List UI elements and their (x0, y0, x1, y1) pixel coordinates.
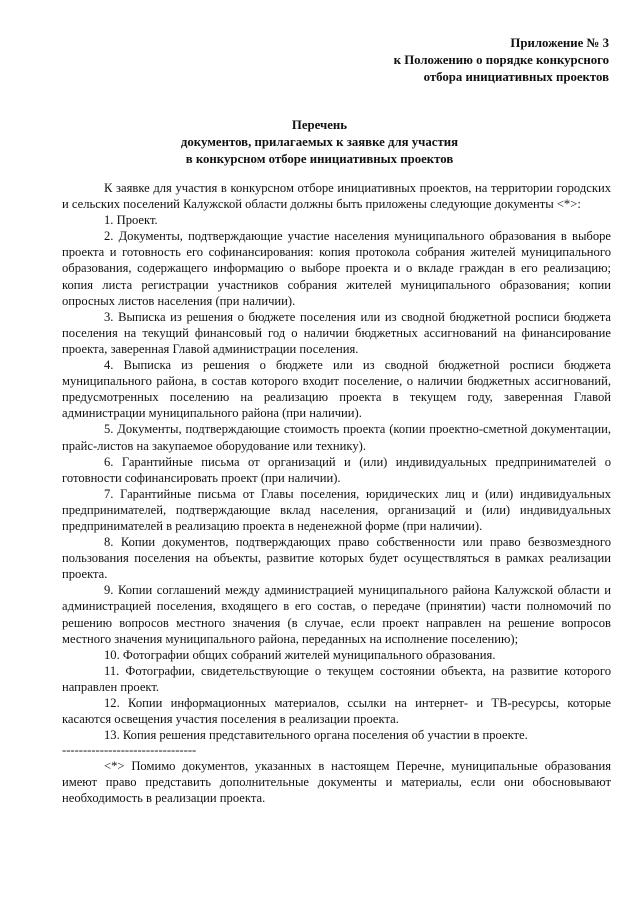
list-item-3: 3. Выписка из решения о бюджете поселения или из сводной бюджетной росписи бюджета поселения на текущий финансовый год о наличии бюджетных ассигнований на финансирование проекта, заверенная Главой администрации поселения. (62, 309, 611, 356)
list-item-2: 2. Документы, подтверждающие участие населения муниципального образования в выборе проекта и готовность его софинансирования: копия протокола собрания жителей муниципального образования, содержащего информацию о выборе проекта и о вкладе граждан в его реализацию; копия листа регистрации участников собрания жителей муниципального образования; копии опросных листов населения (при наличии). (62, 229, 611, 308)
appendix-header (394, 35, 609, 86)
footnote-separator: -------------------------------- (62, 743, 197, 758)
list-item-5: 5. Документы, подтверждающие стоимость проекта (копии проектно-сметной документации, прайс-листов на закупаемое оборудование или технику). (62, 422, 611, 453)
list-item-10: 10. Фотографии общих собраний жителей муниципального образования. (104, 647, 496, 662)
document-body (62, 180, 611, 807)
intro-paragraph: К заявке для участия в конкурсном отборе инициативных проектов, на территории городских и сельских поселений Калужской области должны быть приложены следующие документы <*>: (62, 181, 611, 212)
appendix-line-3: отбора инициативных проектов (423, 70, 609, 84)
list-item-1: 1. Проект. (104, 213, 158, 228)
title-line-3: в конкурсном отборе инициативных проектов (185, 152, 454, 166)
list-item-6: 6. Гарантийные письма от организаций и (или) индивидуальных предпринимателей о готовности софинансировать проект (при наличии). (62, 454, 611, 485)
list-item-4: 4. Выписка из решения о бюджете или из сводной бюджетной росписи бюджета муниципального района, в состав которого входит поселение, о наличии бюджетных ассигнований, предусмотренных поселению на реализацию проекта в текущем году, заверенная Главой администрации муниципального района (при наличии). (62, 358, 611, 421)
list-item-11: 11. Фотографии, свидетельствующие о текущем состоянии объекта, на развитие которого направлен проект. (62, 663, 611, 694)
appendix-line-1: Приложение № 3 (510, 36, 609, 50)
list-item-7: 7. Гарантийные письма от Главы поселения, юридических лиц и (или) индивидуальных предпринимателей, подтверждающие вклад населения, организаций и (или) индивидуальных предпринимателей в реализацию проекта в неденежной форме (при наличии). (62, 486, 611, 533)
list-item-9: 9. Копии соглашений между администрацией муниципального района Калужской области и администрацией поселения, входящего в его состав, о передаче (принятии) части полномочий по решению вопросов местного значения (в случае, если проект направлен на решение вопросов местного значения муниципального района, переданных на исполнение поселению); (62, 583, 611, 646)
appendix-line-2: к Положению о порядке конкурсного (393, 53, 609, 67)
title-line-2: документов, прилагаемых к заявке для участия (180, 135, 459, 149)
list-item-12: 12. Копии информационных материалов, ссылки на интернет- и ТВ-ресурсы, которые касаются освещения участия поселения в реализации проекта. (62, 696, 611, 727)
list-item-13: 13. Копия решения представительного органа поселения об участии в проекте. (104, 728, 528, 743)
document-title (0, 117, 639, 168)
list-item-8: 8. Копии документов, подтверждающих право собственности или право безвозмездного пользования поселения на объекты, развитие которых будет осуществляться в рамках реализации проекта. (62, 535, 611, 582)
footnote: <*> Помимо документов, указанных в настоящем Перечне, муниципальные образования имеют право представить дополнительные документы и материалы, если они обосновывают необходимость в реализации проекта. (62, 759, 611, 806)
title-line-1: Перечень (291, 118, 348, 132)
